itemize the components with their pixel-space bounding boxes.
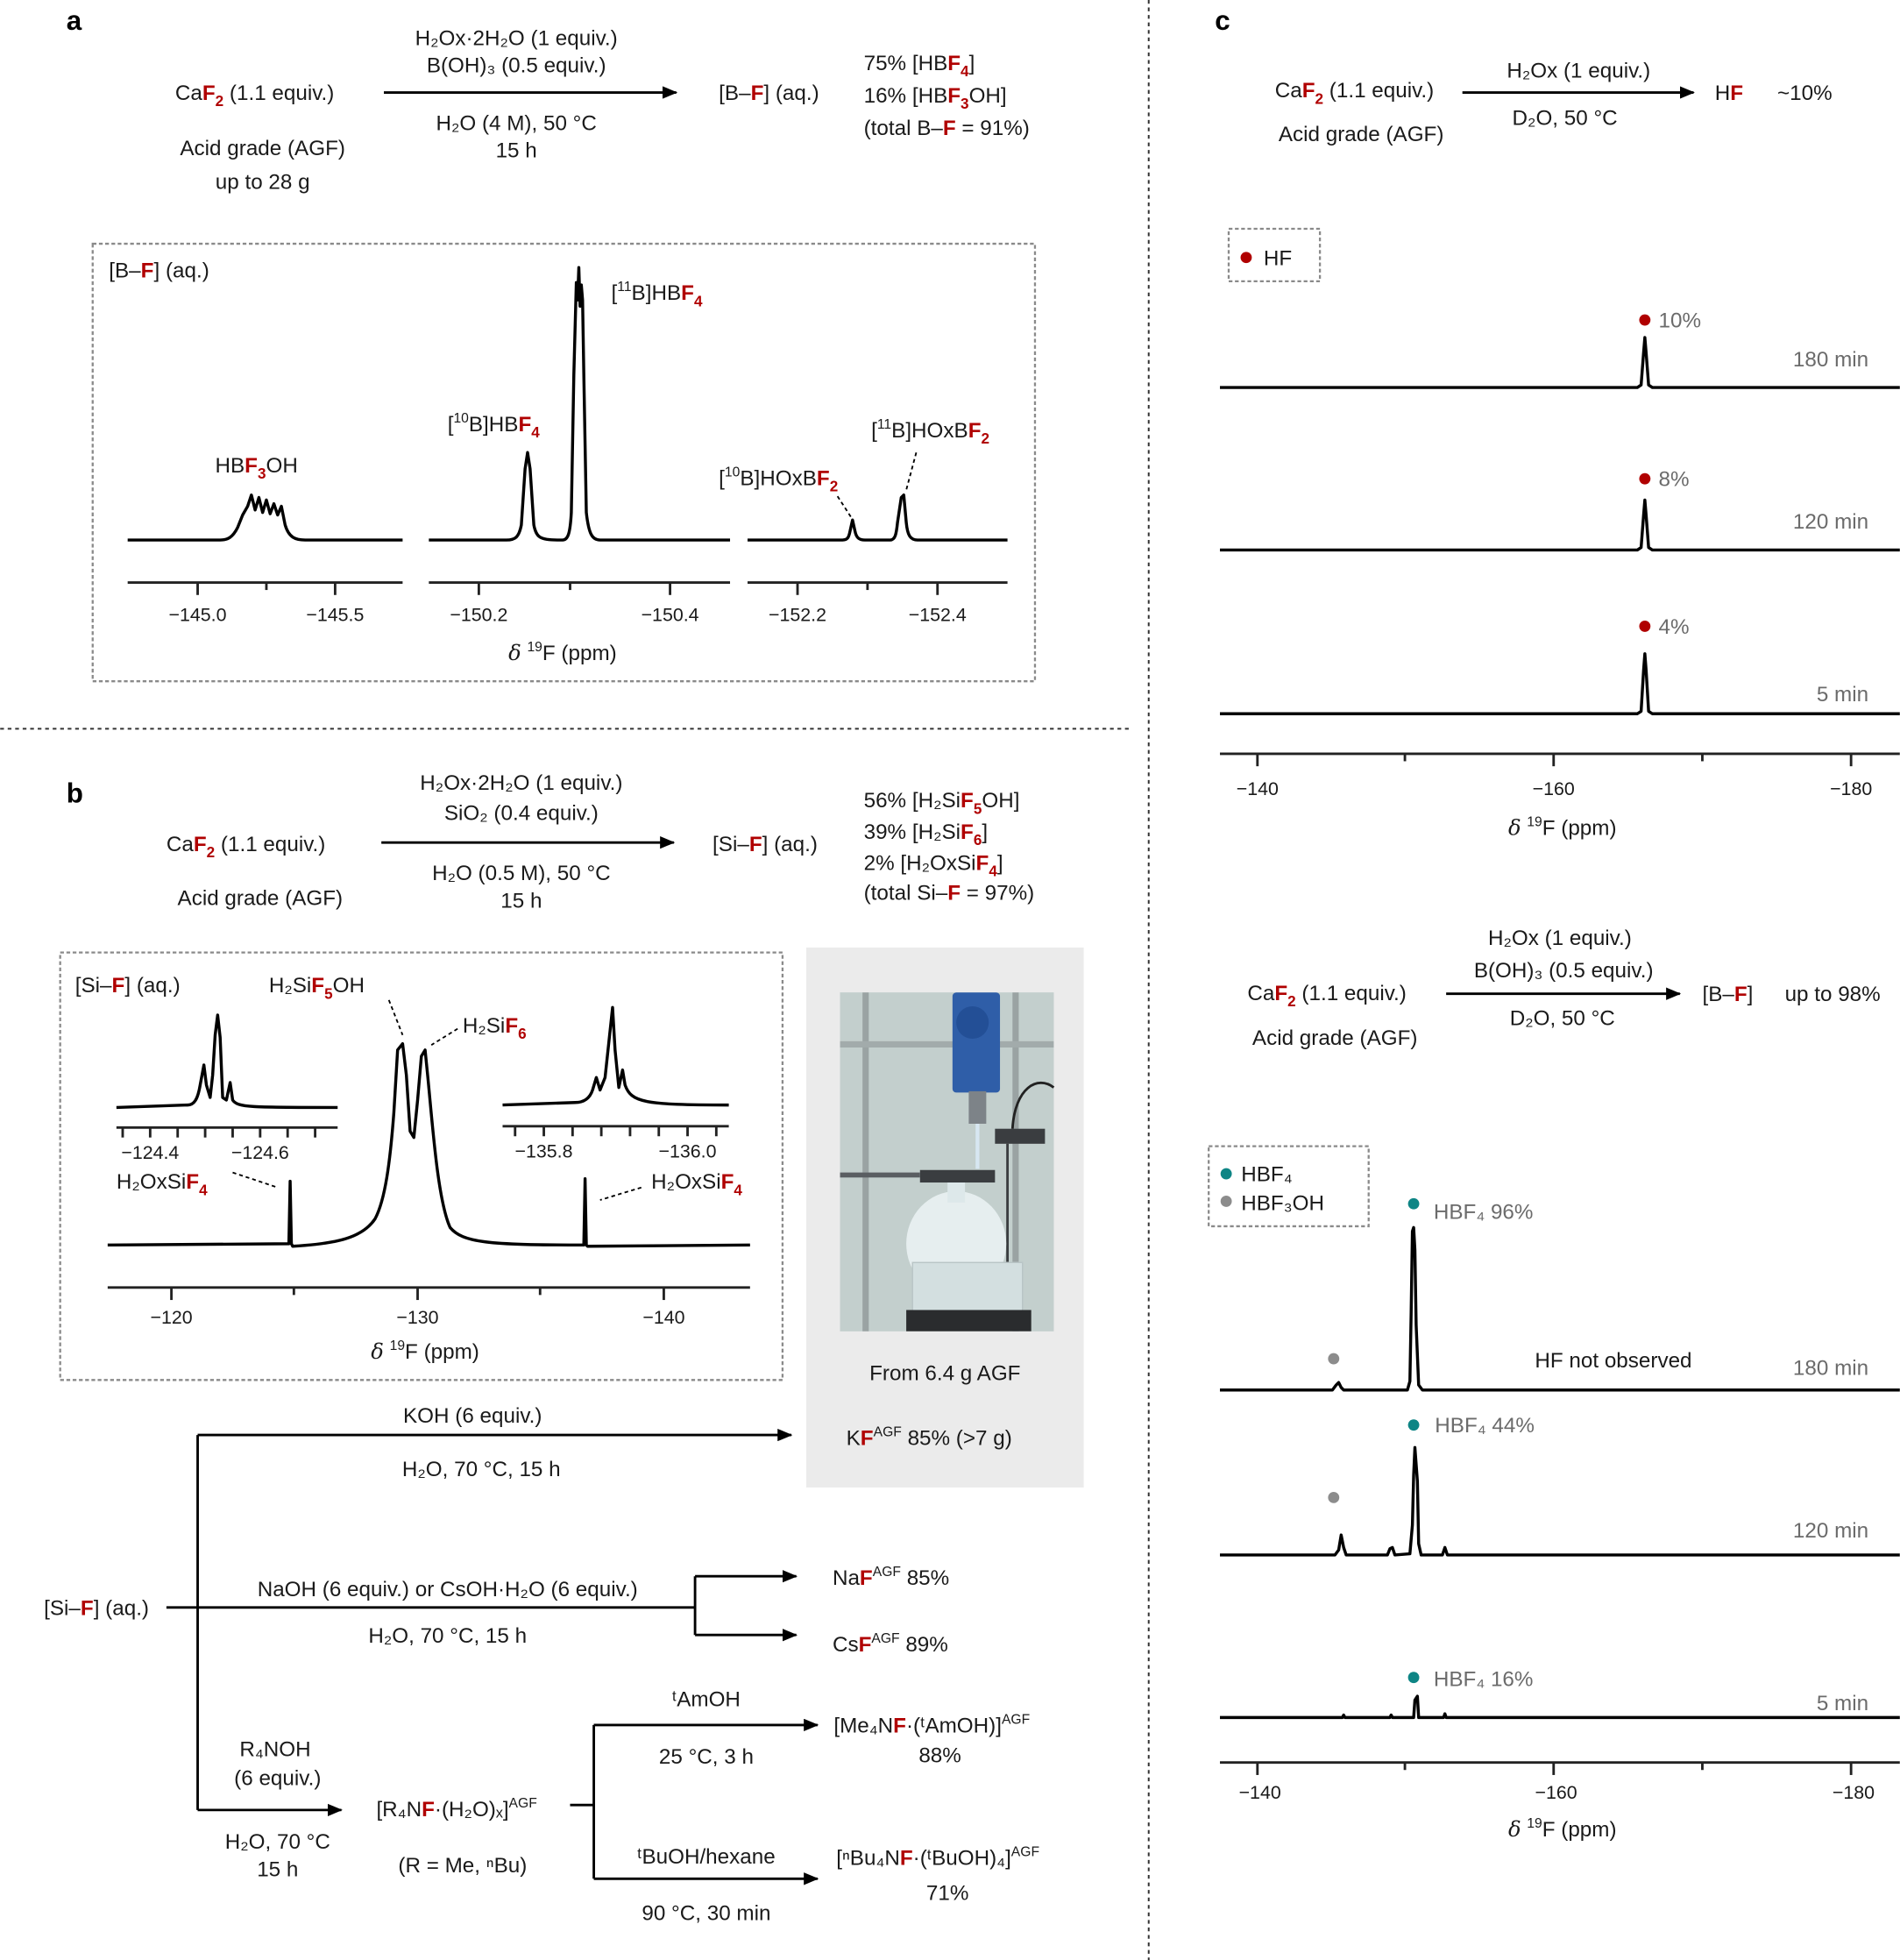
reaction-photo bbox=[840, 992, 1054, 1331]
hf-dot-icon bbox=[1639, 621, 1650, 632]
x-axis-a bbox=[128, 583, 1008, 665]
trace-5min-b bbox=[1220, 1696, 1900, 1717]
tick-label: −140 bbox=[1236, 778, 1279, 799]
condition-koh: KOH (6 equiv.) bbox=[403, 1403, 542, 1428]
inset-trace-right bbox=[502, 1007, 728, 1104]
product-sif: [Si–F] (aq.) bbox=[712, 833, 818, 857]
tick-label: −180 bbox=[1830, 778, 1873, 799]
label-h2oxsif4-right: H₂OxSiF$_4$ bbox=[651, 1170, 742, 1199]
trace-hoxbf2 bbox=[748, 495, 1008, 540]
tick-label: −160 bbox=[1532, 778, 1575, 799]
yield-me4nf: 88% bbox=[918, 1743, 961, 1768]
hf-spectra bbox=[1220, 309, 1900, 841]
condition-d2o: D₂O, 50 °C bbox=[1509, 1006, 1615, 1031]
yield-bf: up to 98% bbox=[1784, 983, 1881, 1007]
x-axis-title: δ $^{19}$F (ppm) bbox=[371, 1339, 479, 1365]
time-180-b: 180 min bbox=[1792, 1356, 1869, 1381]
condition-time: 15 h bbox=[500, 889, 542, 913]
hbf4-spectra bbox=[1220, 1198, 1900, 1842]
reactant-caf2: CaF$_2$ (1.1 equiv.) bbox=[166, 833, 326, 862]
hf-pct-5: 4% bbox=[1658, 614, 1690, 639]
condition-h2ox: H₂Ox (1 equiv.) bbox=[1507, 59, 1651, 83]
condition-tamoh-temp: 25 °C, 3 h bbox=[658, 1745, 754, 1770]
leader-h2sif5oh bbox=[389, 1000, 403, 1035]
product-hf: HF bbox=[1714, 82, 1744, 106]
hf-dot-icon bbox=[1639, 473, 1650, 485]
tick-label: −160 bbox=[1535, 1782, 1577, 1804]
hf-pct-180: 10% bbox=[1658, 309, 1702, 333]
label-hbf3oh: $HBF_3OH$ bbox=[215, 454, 298, 483]
leader-h2oxsif4-right bbox=[600, 1188, 642, 1200]
condition-naoh-temp: H₂O, 70 °C, 15 h bbox=[368, 1623, 528, 1648]
product-kf: $KF^{AGF}$ 85% (>7 g) bbox=[846, 1424, 1012, 1451]
tick-label: −120 bbox=[150, 1307, 193, 1329]
product-csf: CsF$^{AGF}$ 89% bbox=[832, 1630, 948, 1657]
product-bf: [B–F] (aq.) bbox=[719, 82, 819, 106]
x-axis-title: δ $^{19}$F (ppm) bbox=[1507, 1815, 1617, 1842]
tick-label: −150.4 bbox=[641, 604, 699, 626]
condition-time: 15 h bbox=[495, 138, 537, 163]
condition-oxalic: H₂Ox·2H₂O (1 equiv.) bbox=[415, 26, 618, 51]
condition-r4noh: R₄NOH bbox=[239, 1737, 311, 1762]
hbf4-dot-icon bbox=[1408, 1672, 1420, 1683]
spectrum-title: [B–F] (aq.) bbox=[109, 259, 209, 283]
reactant-note: Acid grade (AGF) bbox=[177, 886, 344, 911]
condition-h2ox: H₂Ox (1 equiv.) bbox=[1487, 927, 1632, 951]
tick-label: −124.6 bbox=[230, 1141, 289, 1163]
product-bf: [B–F] bbox=[1702, 983, 1754, 1007]
condition-silica: SiO₂ (0.4 equiv.) bbox=[443, 801, 599, 826]
yield-hbf4: 75% $[HBF_4]$ bbox=[863, 51, 975, 80]
time-5: 5 min bbox=[1816, 682, 1869, 707]
yield-h2sif5oh: 56% [H₂SiF$_5$OH] bbox=[863, 789, 1020, 818]
trace-hbf3oh bbox=[128, 495, 403, 540]
reactant-scale: up to 28 g bbox=[215, 170, 310, 195]
hbf4-pct-180: HBF₄ 96% bbox=[1433, 1200, 1534, 1225]
reactant-note: Acid grade (AGF) bbox=[1251, 1026, 1418, 1051]
tick-label: −152.2 bbox=[769, 604, 827, 626]
tick-label: −180 bbox=[1832, 1782, 1875, 1804]
condition-r4noh-equiv: (6 equiv.) bbox=[234, 1766, 322, 1791]
time-180: 180 min bbox=[1792, 347, 1869, 372]
time-5-b: 5 min bbox=[1816, 1691, 1869, 1715]
spectrum-title: [Si–F] (aq.) bbox=[74, 974, 181, 998]
legend-label-hf: HF bbox=[1263, 246, 1293, 271]
label-10b-hbf4: $[^{10}B]HBF_4$ bbox=[447, 410, 540, 442]
hbf4-dot-icon bbox=[1408, 1198, 1420, 1210]
tick-label: −136.0 bbox=[658, 1140, 717, 1162]
x-axis-title: δ $^{19}$F (ppm) bbox=[1507, 814, 1617, 841]
yield-hf: ~10% bbox=[1777, 82, 1833, 106]
condition-tbuoh-temp: 90 °C, 30 min bbox=[642, 1901, 771, 1926]
leader-11b-hoxbf2 bbox=[906, 452, 916, 490]
yield-h2sif6: 39% [H₂SiF$_6$] bbox=[863, 820, 989, 849]
trace-hbf4 bbox=[429, 267, 730, 540]
panel-label-a: a bbox=[66, 5, 82, 37]
tick-label: −140 bbox=[642, 1307, 685, 1329]
yield-hbf3oh: 16% $[HBF_3OH]$ bbox=[863, 83, 1007, 113]
label-10b-hoxbf2: [$^{10}$B]HOxBF$_2$ bbox=[719, 465, 839, 495]
tick-label: −140 bbox=[1238, 1782, 1281, 1804]
condition-r4noh-temp: H₂O, 70 °C bbox=[224, 1830, 330, 1855]
trace-5min bbox=[1220, 654, 1900, 714]
product-naf: NaF$^{AGF}$ 85% bbox=[832, 1565, 950, 1591]
start-sif: [Si–F] (aq.) bbox=[44, 1596, 150, 1621]
reactant-note: Acid grade (AGF) bbox=[1278, 123, 1444, 147]
tick-label: −130 bbox=[396, 1307, 439, 1329]
yield-total-sif: (total Si–F = 97%) bbox=[863, 881, 1035, 905]
time-120-b: 120 min bbox=[1792, 1519, 1869, 1544]
hbf4-dot-icon bbox=[1408, 1419, 1420, 1431]
condition-solvent: H₂O (4 M), 50 °C bbox=[436, 111, 597, 136]
legend-label-hbf3oh: HBF₃OH bbox=[1241, 1191, 1324, 1216]
label-11b-hoxbf2: [$^{11}$B]HOxBF$_2$ bbox=[871, 417, 990, 448]
tick-label: −135.8 bbox=[514, 1140, 573, 1162]
hbf3oh-dot-icon bbox=[1221, 1196, 1232, 1207]
hbf3oh-dot-icon bbox=[1328, 1353, 1339, 1365]
hf-dot-icon bbox=[1639, 315, 1650, 326]
panel-label-b: b bbox=[66, 778, 83, 809]
legend-label-hbf4: HBF₄ bbox=[1241, 1162, 1293, 1187]
yield-h2oxsif4: 2% [H₂OxSiF$_4$] bbox=[863, 851, 1003, 880]
reactant-caf2: CaF$_2$ (1.1 equiv.) bbox=[174, 82, 335, 110]
hf-pct-120: 8% bbox=[1658, 467, 1690, 492]
panel-c bbox=[1209, 5, 1900, 1842]
time-120: 120 min bbox=[1792, 510, 1869, 535]
panel-label-c: c bbox=[1215, 5, 1230, 37]
panel-a bbox=[67, 5, 1035, 681]
leader-h2sif6 bbox=[431, 1029, 457, 1046]
label-h2oxsif4-left: H₂OxSiF$_4$ bbox=[116, 1170, 208, 1199]
x-axis-title: δ $^{19}$F (ppm) bbox=[508, 639, 617, 665]
intermediate-r4nf: $[R_4NF\cdot(H_2O)_x]^{AGF}$ bbox=[376, 1796, 537, 1822]
product-me4nf: [Me₄NF·(ᵗAmOH)]$^{AGF}$ bbox=[833, 1712, 1031, 1738]
hbf4-pct-120: HBF₄ 44% bbox=[1435, 1414, 1535, 1438]
leader-h2oxsif4-left bbox=[232, 1173, 277, 1188]
hf-not-observed: HF not observed bbox=[1535, 1349, 1692, 1374]
inset-trace-left bbox=[117, 1015, 337, 1108]
condition-koh-temp: H₂O, 70 °C, 15 h bbox=[401, 1458, 561, 1482]
condition-boric: B(OH)₃ (0.5 equiv.) bbox=[426, 53, 606, 78]
condition-r4noh-time: 15 h bbox=[257, 1857, 299, 1882]
label-h2sif5oh: H₂SiF$_5$OH bbox=[268, 974, 365, 1003]
tick-label: −124.4 bbox=[121, 1141, 180, 1163]
hbf4-pct-5: HBF₄ 16% bbox=[1433, 1667, 1534, 1692]
condition-boric: B(OH)₃ (0.5 equiv.) bbox=[1473, 959, 1654, 984]
condition-naoh: NaOH (6 equiv.) or CsOH·H₂O (6 equiv.) bbox=[257, 1578, 638, 1602]
condition-tamoh: ᵗAmOH bbox=[671, 1687, 741, 1712]
tick-label: −145.0 bbox=[168, 604, 227, 626]
label-h2sif6: H₂SiF$_6$ bbox=[462, 1013, 527, 1043]
panel-b bbox=[44, 771, 1083, 1925]
tick-label: −150.2 bbox=[450, 604, 508, 626]
condition-solvent: H₂O (0.5 M), 50 °C bbox=[432, 861, 611, 885]
label-11b-hbf4: $[^{11}B]HBF_4$ bbox=[611, 280, 703, 310]
yield-bu4nf: 71% bbox=[925, 1881, 969, 1906]
leader-10b-hoxbf2 bbox=[838, 496, 852, 517]
tick-label: −152.4 bbox=[908, 604, 967, 626]
reactant-caf2: CaF$_2$ (1.1 equiv.) bbox=[1247, 981, 1407, 1010]
condition-tbuoh: ᵗBuOH/hexane bbox=[637, 1845, 776, 1870]
tick-label: −145.5 bbox=[306, 604, 365, 626]
condition-oxalic: H₂Ox·2H₂O (1 equiv.) bbox=[420, 771, 623, 796]
hbf3oh-dot-icon bbox=[1328, 1492, 1339, 1503]
reactant-note: Acid grade (AGF) bbox=[180, 136, 345, 160]
photo-caption: From 6.4 g AGF bbox=[869, 1361, 1021, 1386]
intermediate-note: (R = Me, ⁿBu) bbox=[398, 1854, 528, 1878]
yield-total-bf: (total B–F = 91%) bbox=[863, 117, 1030, 141]
product-bu4nf: [ⁿBu₄NF·(ᵗBuOH)₄]$^{AGF}$ bbox=[836, 1844, 1040, 1871]
hbf4-dot-icon bbox=[1221, 1168, 1232, 1180]
hf-dot-icon bbox=[1241, 252, 1252, 263]
condition-d2o: D₂O, 50 °C bbox=[1512, 106, 1618, 131]
reactant-caf2: CaF$_2$ (1.1 equiv.) bbox=[1274, 79, 1435, 108]
